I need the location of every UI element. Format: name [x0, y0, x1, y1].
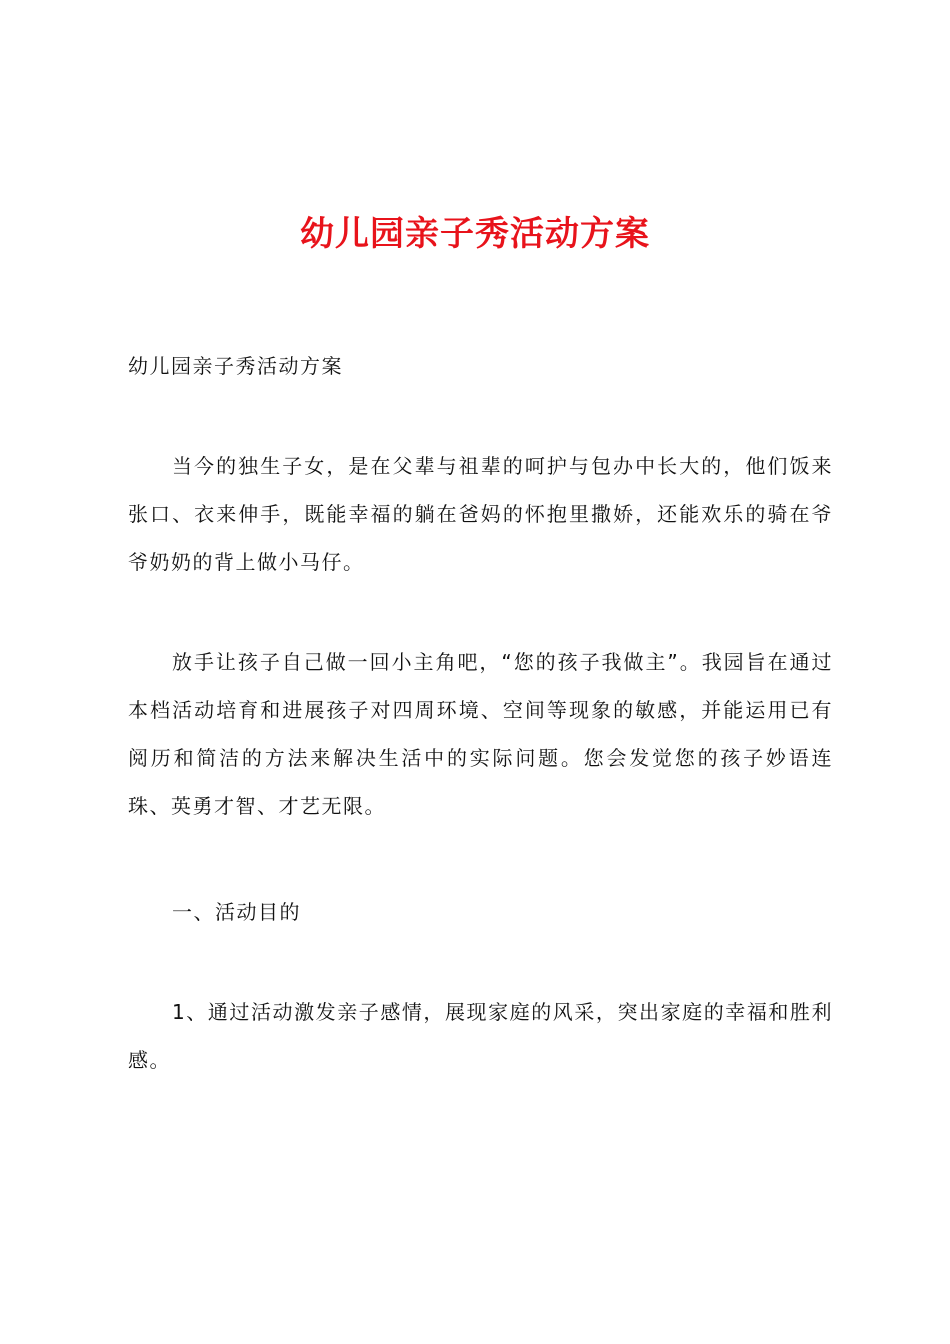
section-heading-activity-goals: 一、活动目的	[172, 900, 301, 924]
goal-item-1: 1、通过活动激发亲子感情，展现家庭的风采，突出家庭的幸福和胜利感。	[128, 1000, 833, 1072]
intro-paragraph-2: 放手让孩子自己做一回小主角吧，“您的孩子我做主”。我园旨在通过本档活动培育和进展孩子对四周环境、空间等现象的敏感，并能运用已有阅历和简洁的方法来解决生活中的实际问题。您会发觉您的孩子妙语连珠、英勇才智、才艺无限。	[128, 650, 833, 818]
document-title: 幼儿园亲子秀活动方案	[300, 214, 650, 254]
intro-paragraph-1: 当今的独生子女，是在父辈与祖辈的呵护与包办中长大的，他们饭来张口、衣来伸手，既能幸福的躺在爸妈的怀抱里撒娇，还能欢乐的骑在爷爷奶奶的背上做小马仔。	[128, 454, 833, 574]
document-subtitle: 幼儿园亲子秀活动方案	[128, 354, 343, 378]
